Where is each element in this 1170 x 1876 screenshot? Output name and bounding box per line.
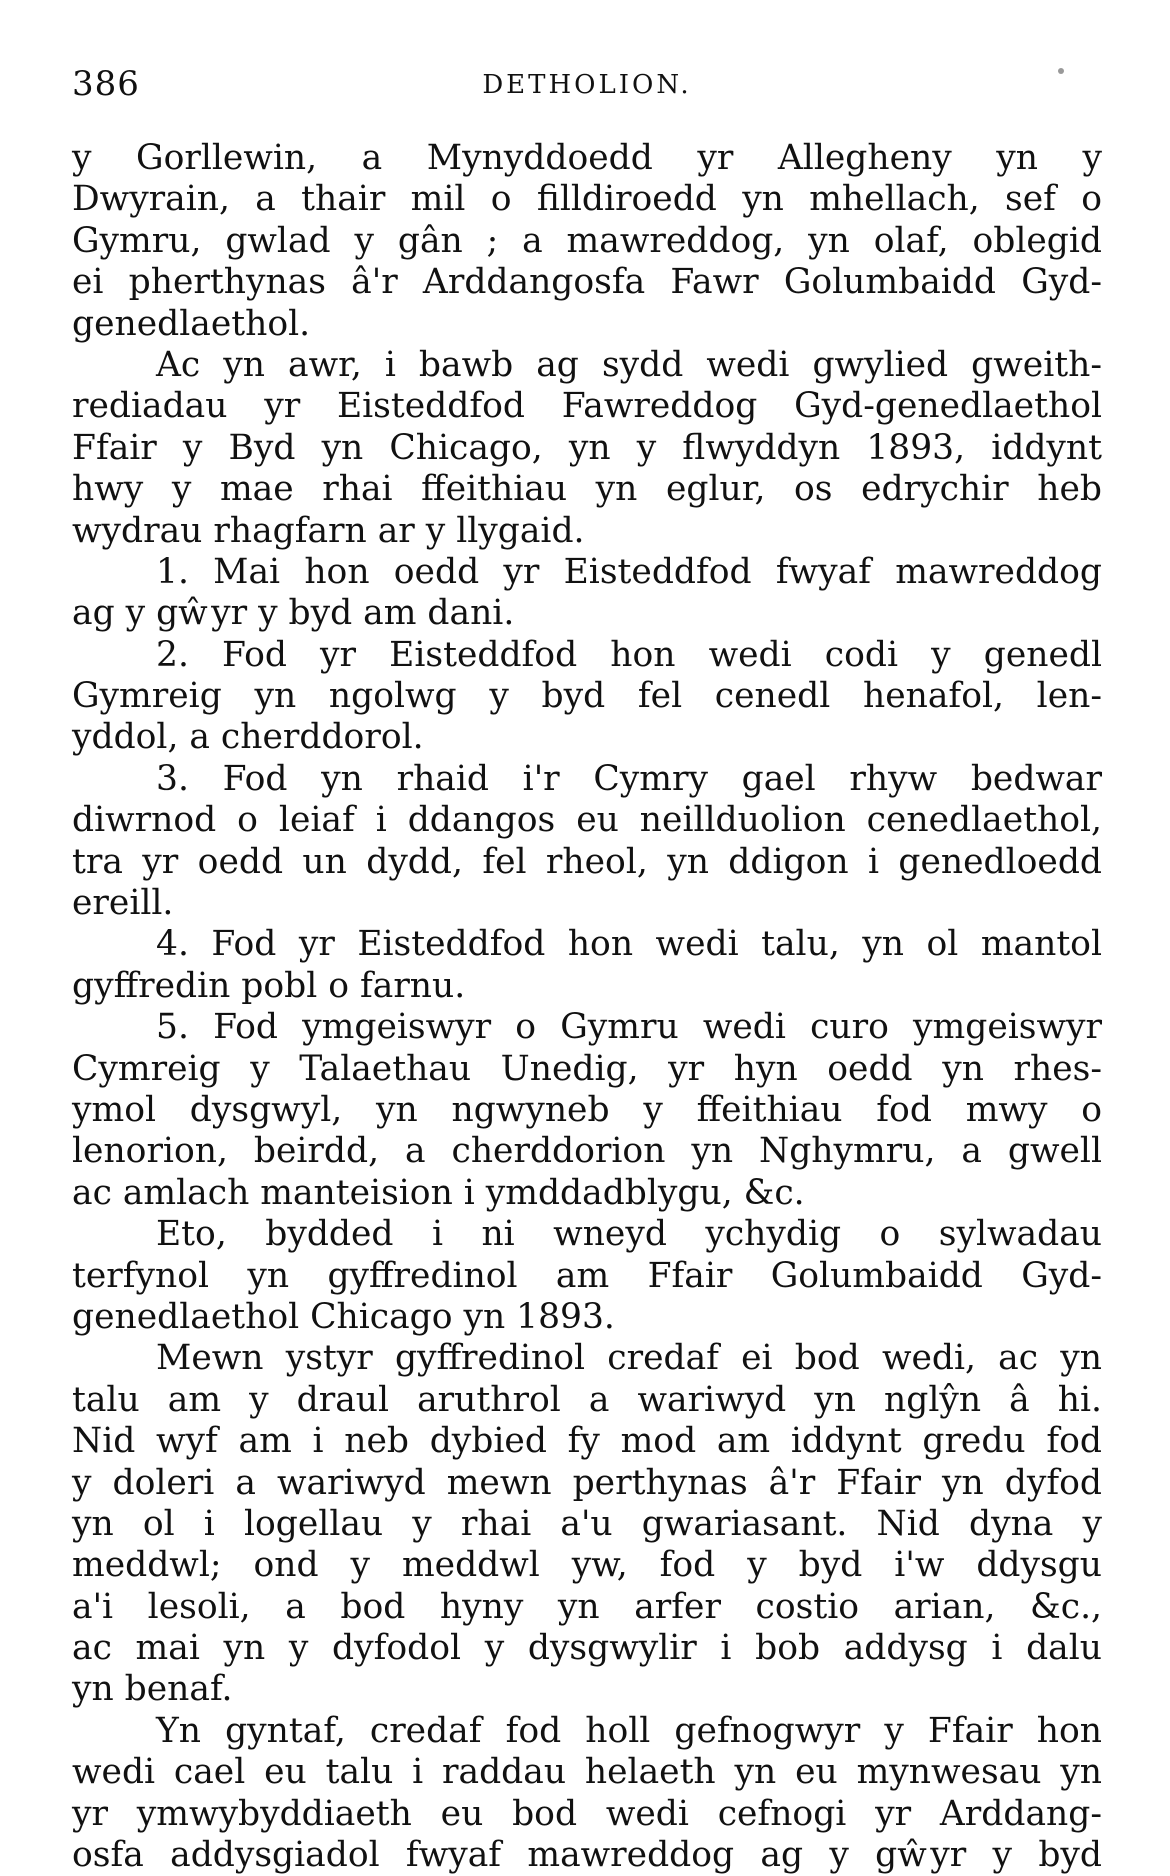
text-line: 5. Fod ymgeiswyr o Gymru wedi curo ymgeiswyr bbox=[156, 1007, 1102, 1048]
text-line: rediadau yr Eisteddfod Fawreddog Gyd-genedlaethol bbox=[72, 386, 1102, 427]
text-line: Mewn ystyr gyffredinol credaf ei bod wedi, ac yn bbox=[156, 1338, 1102, 1379]
text-line: 4. Fod yr Eisteddfod hon wedi talu, yn ol mantol bbox=[156, 924, 1102, 965]
text-line: yn benaf. bbox=[72, 1669, 233, 1710]
text-line: meddwl; ond y meddwl yw, fod y byd i'w ddysgu bbox=[72, 1545, 1102, 1586]
text-line: Gymru, gwlad y gân ; a mawreddog, yn olaf, oblegid bbox=[72, 220, 1102, 261]
ink-speck-mark bbox=[1058, 68, 1064, 74]
text-line: ei pherthynas â'r Arddangosfa Fawr Golumbaidd Gyd- bbox=[72, 262, 1102, 303]
text-line: terfynol yn gyffredinol am Ffair Golumbaidd Gyd- bbox=[72, 1255, 1102, 1296]
text-line: wedi cael eu talu i raddau helaeth yn eu mynwesau yn bbox=[72, 1752, 1102, 1793]
text-line: genedlaethol Chicago yn 1893. bbox=[72, 1296, 615, 1337]
text-line: y doleri a wariwyd mewn perthynas â'r Ffair yn dyfod bbox=[72, 1462, 1102, 1503]
text-line: hwy y mae rhai ffeithiau yn eglur, os edrychir heb bbox=[72, 469, 1102, 510]
text-line: osfa addysgiadol fwyaf mawreddog ag y gŵyr y byd bbox=[72, 1835, 1102, 1876]
text-line: tra yr oedd un dydd, fel rheol, yn ddigon i genedloedd bbox=[72, 841, 1102, 882]
text-line: Cymreig y Talaethau Unedig, yr hyn oedd yn rhes- bbox=[72, 1048, 1102, 1089]
text-line: gyffredin pobl o farnu. bbox=[72, 965, 466, 1006]
text-line: y Gorllewin, a Mynyddoedd yr Allegheny yn y bbox=[72, 138, 1102, 178]
text-line: 1. Mai hon oedd yr Eisteddfod fwyaf mawreddog bbox=[156, 551, 1102, 592]
text-line: a'i lesoli, a bod hyny yn arfer costio arian, &c., bbox=[72, 1586, 1102, 1627]
text-line: yn ol i logellau y rhai a'u gwariasant. Nid dyna y bbox=[72, 1503, 1102, 1544]
text-line: ac mai yn y dyfodol y dysgwylir i bob addysg i dalu bbox=[72, 1628, 1102, 1669]
text-line: 2. Fod yr Eisteddfod hon wedi codi y genedl bbox=[156, 634, 1102, 675]
text-line: Ac yn awr, i bawb ag sydd wedi gwylied gweith- bbox=[156, 344, 1102, 385]
page-header bbox=[72, 50, 1102, 110]
text-line: Eto, bydded i ni wneyd ychydig o sylwadau bbox=[156, 1214, 1102, 1255]
running-head: DETHOLION. bbox=[482, 70, 692, 100]
text-line: ac amlach manteision i ymddadblygu, &c. bbox=[72, 1172, 805, 1213]
text-line: Gymreig yn ngolwg y byd fel cenedl henafol, len- bbox=[72, 676, 1102, 717]
book-page bbox=[72, 50, 1102, 1876]
text-line: yr ymwybyddiaeth eu bod wedi cefnogi yr Arddang- bbox=[72, 1793, 1102, 1834]
page-number: 386 bbox=[72, 64, 140, 104]
text-line: lenorion, beirdd, a cherddorion yn Nghymru, a gwell bbox=[72, 1131, 1102, 1172]
text-line: Yn gyntaf, credaf fod holl gefnogwyr y Ffair hon bbox=[156, 1710, 1102, 1751]
text-line: 3. Fod yn rhaid i'r Cymry gael rhyw bedwar bbox=[156, 758, 1102, 799]
text-line: talu am y draul aruthrol a wariwyd yn nglŷn â hi. bbox=[72, 1379, 1102, 1420]
text-line: ymol dysgwyl, yn ngwyneb y ffeithiau fod mwy o bbox=[72, 1089, 1102, 1130]
body-text bbox=[72, 138, 1102, 1876]
text-line: Dwyrain, a thair mil o filldiroedd yn mhellach, sef o bbox=[72, 179, 1102, 220]
text-line: yddol, a cherddorol. bbox=[72, 717, 424, 758]
text-line: Nid wyf am i neb dybied fy mod am iddynt gredu fod bbox=[72, 1421, 1102, 1462]
text-line: ereill. bbox=[72, 883, 174, 924]
text-line: wydrau rhagfarn ar y llygaid. bbox=[72, 510, 585, 551]
text-line: Ffair y Byd yn Chicago, yn y flwyddyn 1893, iddynt bbox=[72, 427, 1102, 468]
text-line: diwrnod o leiaf i ddangos eu neillduolion cenedlaethol, bbox=[72, 800, 1102, 841]
text-line: genedlaethol. bbox=[72, 303, 311, 344]
text-line: ag y gŵyr y byd am dani. bbox=[72, 593, 515, 634]
